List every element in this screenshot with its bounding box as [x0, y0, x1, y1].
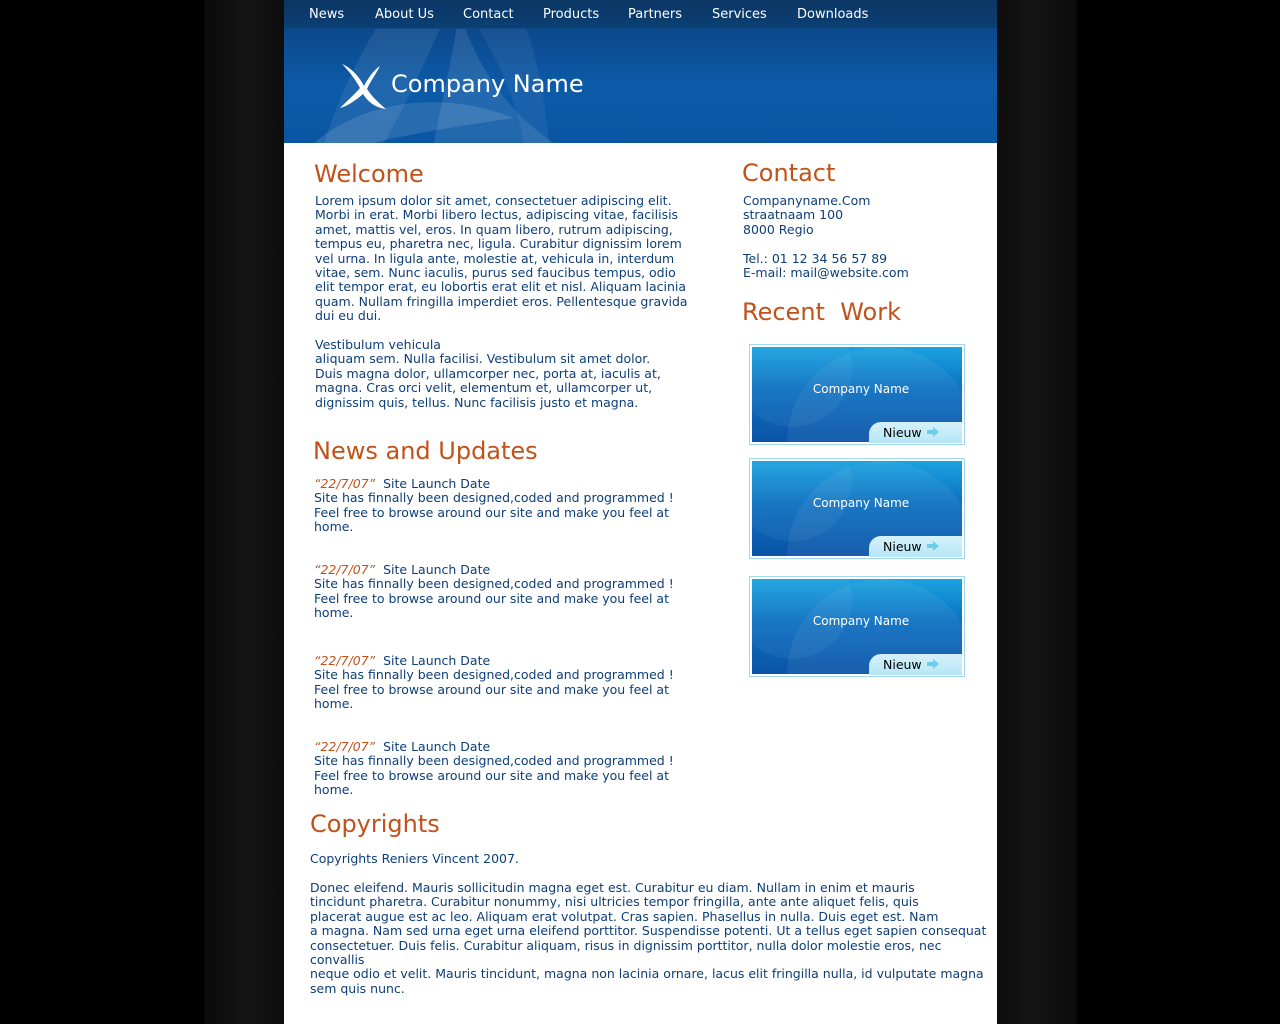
- contact-phone: Tel.: 01 12 34 56 57 89: [743, 250, 888, 266]
- nav-news[interactable]: News: [309, 7, 345, 22]
- recent-work-card[interactable]: [749, 576, 965, 677]
- news-date: “22/7/07”: [314, 653, 376, 668]
- nieuw-label: Nieuw: [883, 539, 922, 554]
- contact-street: straatnaam 100: [743, 207, 844, 223]
- news-item: [314, 563, 694, 621]
- contact-email[interactable]: E-mail: mail@website.com: [743, 265, 909, 281]
- welcome-paragraph-2: Vestibulum vehicula aliquam sem. Nulla facilisi. Vestibulum sit amet dolor. Duis magna dolor, ullamcorper nec, porta at, iaculis at, magna. Cras orci velit, elementum et, ullamcorper ut, dignissim quis, tellus. Nunc facilisis justo et magna.: [315, 337, 661, 410]
- right-side-border: [997, 0, 1077, 1024]
- news-item: [314, 740, 694, 798]
- left-side-border: [204, 0, 284, 1024]
- copyrights-title: Copyrights: [310, 810, 440, 838]
- card-title: Company Name: [812, 382, 910, 396]
- company-logo-icon: [338, 62, 388, 112]
- header-banner: [284, 0, 997, 143]
- news-heading: Site Launch Date: [383, 653, 491, 668]
- arrow-right-icon: [927, 659, 939, 669]
- recent-work-card[interactable]: [749, 458, 965, 559]
- news-heading: Site Launch Date: [383, 476, 491, 491]
- news-item: [314, 654, 694, 712]
- news-body: Site has finnally been designed,coded and programmed ! Feel free to browse around our site and make you feel at home.: [314, 753, 674, 798]
- news-date: “22/7/07”: [314, 476, 376, 491]
- contact-city: 8000 Regio: [743, 221, 814, 237]
- news-body: Site has finnally been designed,coded and programmed ! Feel free to browse around our site and make you feel at home.: [314, 667, 674, 712]
- arrow-right-icon: [927, 427, 939, 437]
- welcome-title: Welcome: [314, 160, 424, 188]
- contact-company: Companyname.Com: [743, 193, 871, 208]
- news-date: “22/7/07”: [314, 562, 376, 577]
- news-body: Site has finnally been designed,coded and programmed ! Feel free to browse around our site and make you feel at home.: [314, 490, 674, 535]
- contact-title: Contact: [742, 159, 836, 187]
- nieuw-button[interactable]: [869, 422, 962, 443]
- news-heading: Site Launch Date: [383, 739, 491, 754]
- welcome-paragraph-1: Lorem ipsum dolor sit amet, consectetuer adipiscing elit. Morbi in erat. Morbi libero lectus, adipiscing vitae, facilisis amet, mattis vel, eros. In quam libero, rutrum adipiscing, tempus eu, pharetra nec, ligula. Curabitur dignissim lorem vel urna. In ligula ante, molestie at, vehicula in, interdum vitae, sem. Nunc iaculis, purus sed faucibus tempus, odio elit tempor erat, eu lobortis erat elit et nisl. Aliquam lacinia quam. Nullam fringilla imperdiet eros. Pellentesque gravida dui eu dui.: [315, 193, 688, 324]
- nav-downloads[interactable]: Downloads: [797, 7, 869, 22]
- copyright-line: Copyrights Reniers Vincent 2007.: [310, 851, 519, 866]
- nav-contact[interactable]: Contact: [463, 7, 514, 22]
- nieuw-label: Nieuw: [883, 657, 922, 672]
- card-title: Company Name: [812, 614, 910, 628]
- recent-work-card[interactable]: [749, 344, 965, 445]
- nieuw-button[interactable]: [869, 654, 962, 675]
- news-title: News and Updates: [313, 437, 538, 465]
- nav-services[interactable]: Services: [712, 7, 767, 22]
- news-date: “22/7/07”: [314, 739, 376, 754]
- news-item: [314, 477, 694, 535]
- copyright-body: Donec eleifend. Mauris sollicitudin magna eget est. Curabitur eu diam. Nullam in enim et mauris tincidunt pharetra. Curabitur nonummy, nisi ultricies tempor fringilla, ante ante aliquet felis, quis placerat augue est ac leo. Aliquam erat volutpat. Cras sapien. Phasellus in nulla. Duis eget est. Nam a magna. Nam sed urna eget urna eleifend porttitor. Suspendisse potenti. Ut a tellus eget sapien consequat consectetuer. Duis felis. Curabitur aliquam, risus in dignissim porttitor, nulla dolor molestie eros, nec convallis neque odio et velit. Mauris tincidunt, magna non lacinia ornare, lacus elit fringilla nulla, id vulputate magna sem quis nunc.: [310, 880, 987, 996]
- card-title: Company Name: [812, 496, 910, 510]
- nav-partners[interactable]: Partners: [628, 7, 683, 22]
- nav-products[interactable]: Products: [543, 7, 600, 22]
- news-heading: Site Launch Date: [383, 562, 491, 577]
- contact-details: [743, 194, 983, 280]
- top-navigation: [284, 0, 997, 29]
- arrow-right-icon: [927, 541, 939, 551]
- nav-about-us[interactable]: About Us: [375, 7, 434, 22]
- page-container: [284, 0, 997, 1024]
- news-body: Site has finnally been designed,coded and programmed ! Feel free to browse around our site and make you feel at home.: [314, 576, 674, 621]
- nieuw-label: Nieuw: [883, 425, 922, 440]
- recent-work-title: Recent Work: [742, 298, 901, 326]
- header-company-name: Company Name: [391, 70, 584, 98]
- nieuw-button[interactable]: [869, 536, 962, 557]
